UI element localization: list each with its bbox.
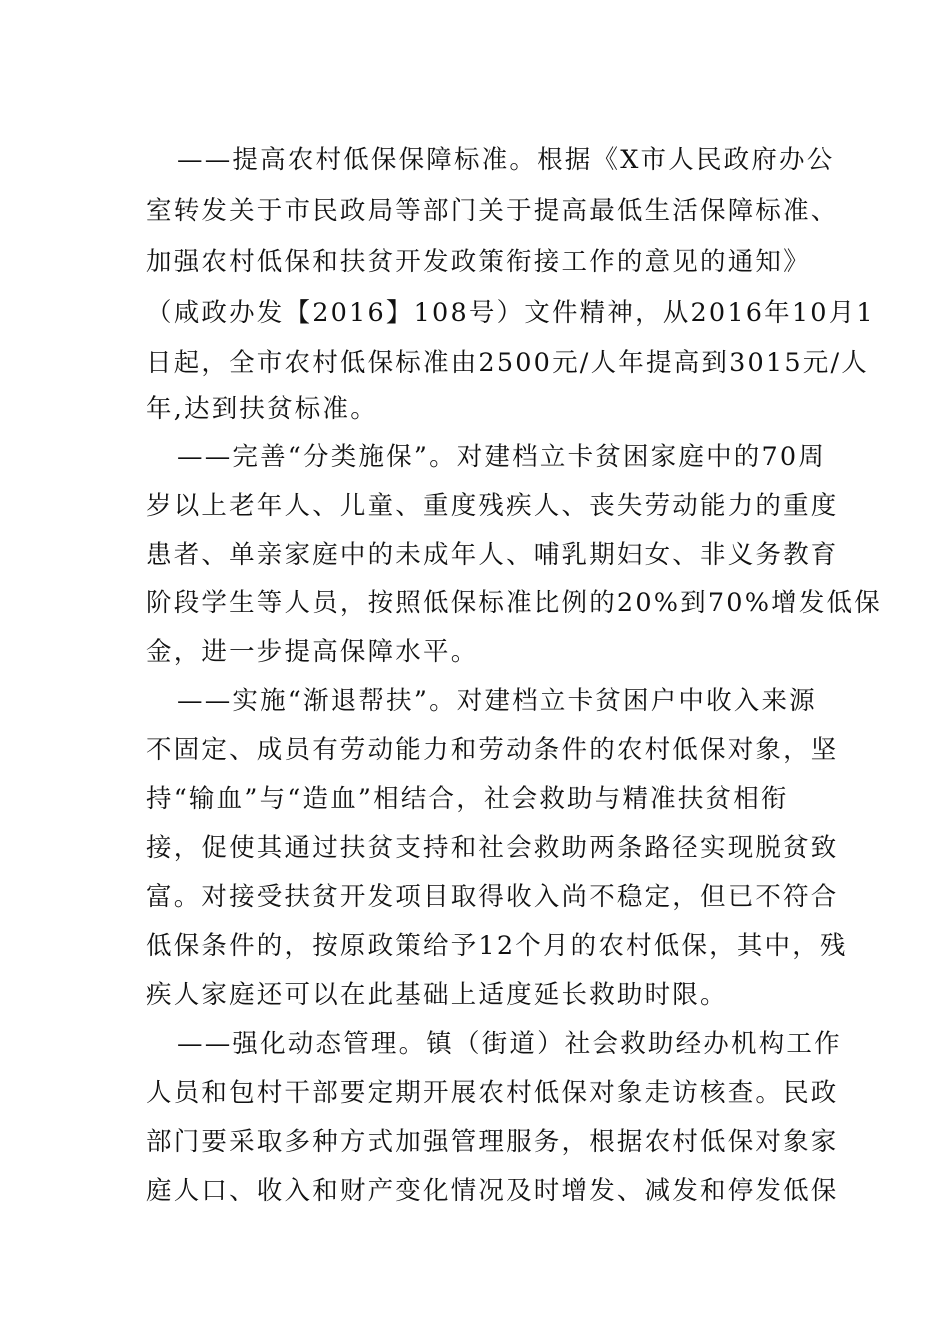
paragraph-2-line-3: 患者、单亲家庭中的未成年人、哺乳期妇女、非义务教育 [146,540,839,570]
paragraph-3-line-1: ——实施“渐退帮扶”。对建档立卡贫困户中收入来源 [177,686,817,716]
paragraph-2-line-2: 岁以上老年人、儿童、重度残疾人、丧失劳动能力的重度 [146,491,839,521]
paragraph-1-line-2: 室转发关于市民政局等部门关于提高最低生活保障标准、 [146,196,839,226]
paragraph-3-line-2: 不固定、成员有劳动能力和劳动条件的农村低保对象，坚 [146,735,839,765]
paragraph-4-line-2: 人员和包村干部要定期开展农村低保对象走访核查。民政 [146,1078,839,1108]
paragraph-3-line-5: 富。对接受扶贫开发项目取得收入尚不稳定，但已不符合 [146,882,839,912]
paragraph-3-line-4: 接，促使其通过扶贫支持和社会救助两条路径实现脱贫致 [146,833,839,863]
paragraph-3-line-6: 低保条件的，按原政策给予12个月的农村低保，其中，残 [146,931,848,961]
paragraph-1-line-5: 日起，全市农村低保标准由2500元/人年提高到3015元/人 [146,348,869,378]
paragraph-3-line-3: 持“输血”与“造血”相结合，社会救助与精准扶贫相衔 [146,784,789,814]
paragraph-2-line-4: 阶段学生等人员，按照低保标准比例的20%到70%增发低保 [146,588,882,618]
paragraph-1-line-1: ——提高农村低保保障标准。根据《X市人民政府办公 [177,145,835,175]
paragraph-4-line-3: 部门要采取多种方式加强管理服务，根据农村低保对象家 [146,1127,839,1157]
paragraph-4-line-4: 庭人口、收入和财产变化情况及时增发、减发和停发低保 [146,1176,839,1206]
paragraph-3-line-7: 疾人家庭还可以在此基础上适度延长救助时限。 [146,980,728,1010]
paragraph-1-line-6: 年,达到扶贫标准。 [146,394,378,424]
paragraph-4-line-1: ——强化动态管理。镇（街道）社会救助经办机构工作 [177,1029,842,1059]
paragraph-2-line-5: 金，进一步提高保障水平。 [146,637,479,667]
paragraph-1-line-4: （咸政办发【2016】108号）文件精神，从2016年10月1 [146,298,875,328]
paragraph-1-line-3: 加强农村低保和扶贫开发政策衔接工作的意见的通知》 [146,247,811,277]
paragraph-2-line-1: ——完善“分类施保”。对建档立卡贫困家庭中的70周 [177,442,827,472]
